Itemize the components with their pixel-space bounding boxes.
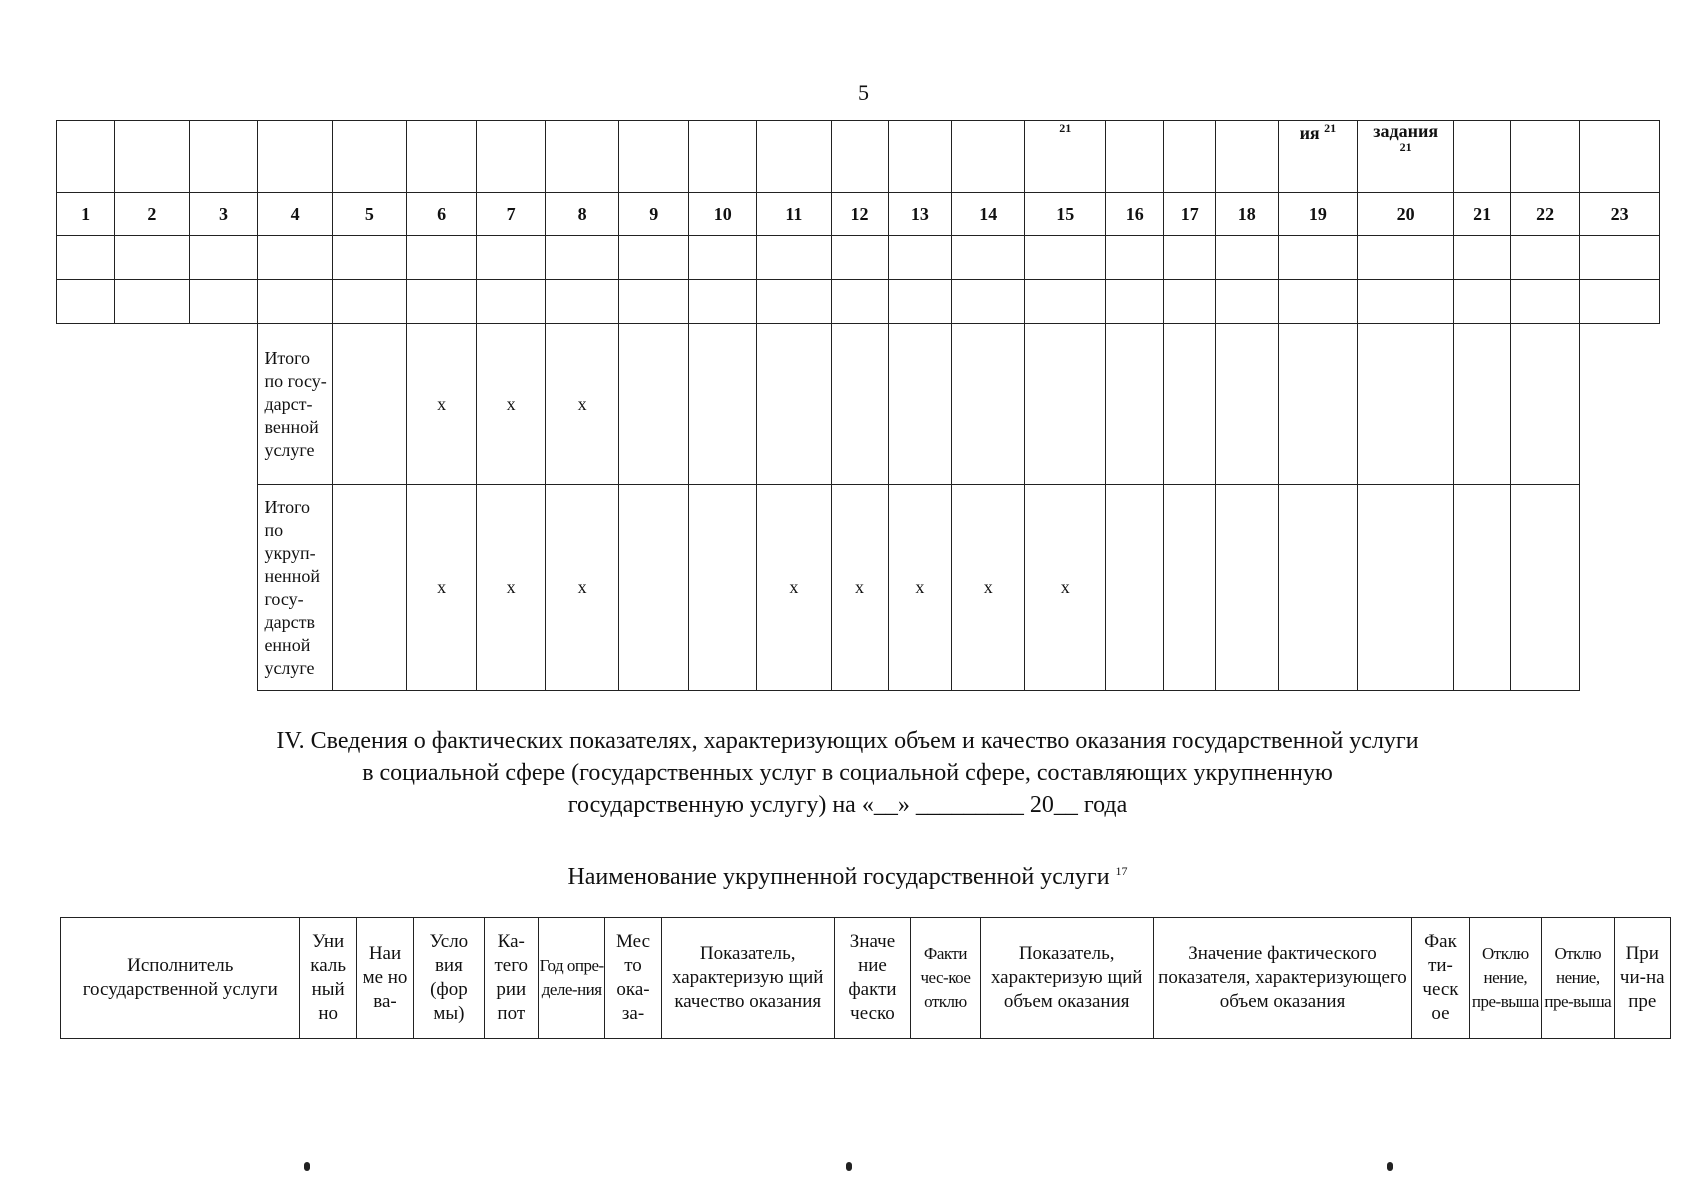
section-heading [0,725,1695,821]
page-number: 5 [858,80,869,105]
bottom-header-cell: Усло вия (фор мы) [414,918,484,1039]
scan-dot [304,1162,310,1171]
col-num: 9 [619,193,689,236]
col-num: 18 [1216,193,1278,236]
top-table [56,120,1660,691]
bottom-header-cell: Факти чес-кое отклю [911,918,980,1039]
col-num: 12 [831,193,888,236]
column-numbers-row [57,193,1660,236]
x-mark: х [1025,485,1106,691]
col-num: 2 [115,193,189,236]
x-mark: х [952,485,1025,691]
header-col15-footnote: 21 [1059,121,1072,135]
col-num: 22 [1511,193,1580,236]
consolidated-service-footnote: 17 [1115,864,1128,878]
x-mark: х [888,485,952,691]
consolidated-service-name-text: Наименование укрупненной государственной услуги [567,864,1110,890]
bottom-header-cell: Мес то ока-за- [605,918,661,1039]
col-num: 21 [1454,193,1511,236]
x-mark: х [546,485,619,691]
section-heading-line3: государственную услугу) на «__» _________ 20__ года [567,792,1128,818]
header-col19-footnote: 21 [1324,121,1337,135]
col-num: 23 [1580,193,1660,236]
x-mark: х [477,324,546,485]
col-num: 19 [1278,193,1358,236]
x-mark: х [546,324,619,485]
bottom-header-cell: Год опре-деле-ния [538,918,604,1039]
x-mark: х [477,485,546,691]
col-num: 6 [407,193,477,236]
col-num: 20 [1358,193,1454,236]
header-col20-footnote: 21 [1399,140,1412,154]
bottom-header-cell: Показатель, характеризую щий качество оказания [661,918,834,1039]
bottom-header-cell: Фак ти-ческ ое [1412,918,1469,1039]
scan-dot [846,1162,852,1171]
col-num: 17 [1164,193,1216,236]
col-num: 16 [1106,193,1164,236]
section-heading-line2: в социальной сфере (государственных услуг в социальной сфере, составляющих укрупненную [362,760,1333,786]
bottom-header-cell: Значе ние факти ческо [834,918,910,1039]
header-col20-text: задания [1373,121,1439,141]
x-mark: х [407,485,477,691]
scan-dot [1387,1162,1393,1171]
header-col19-text: ия [1299,123,1320,143]
consolidated-service-name [0,855,1695,893]
bottom-header-cell: Отклю нение, пре-выша [1542,918,1614,1039]
section-heading-line1: IV. Сведения о фактических показателях, характеризующих объем и качество оказания государственной услуги [276,728,1419,754]
col-num: 5 [332,193,406,236]
total-consolidated-label: Итого по укруп-ненной госу-дарств енной услуге [258,485,332,691]
bottom-header-cell: Показатель, характеризую щий объем оказания [980,918,1153,1039]
bottom-header-cell: Наи ме но ва- [356,918,413,1039]
col-num: 1 [57,193,115,236]
x-mark: х [407,324,477,485]
col-num: 11 [757,193,831,236]
bottom-header-cell: При чи-на пре [1614,918,1670,1039]
bottom-header-cell: Исполнитель государственной услуги [61,918,300,1039]
col-num: 8 [546,193,619,236]
col-num: 15 [1025,193,1106,236]
header-row [57,121,1660,193]
col-num: 13 [888,193,952,236]
col-num: 10 [689,193,757,236]
bottom-header-cell: Уни каль ный но [300,918,356,1039]
bottom-header-cell: Отклю нение, пре-выша [1469,918,1541,1039]
col-num: 7 [477,193,546,236]
col-num: 14 [952,193,1025,236]
total-service-label: Итого по госу-дарст-венной услуге [258,324,332,485]
empty-row [57,280,1660,324]
bottom-table [60,917,1671,1039]
x-mark: х [757,485,831,691]
col-num: 4 [258,193,332,236]
total-service-row [57,324,1660,485]
bottom-header-cell: Значение фактического показателя, характеризующего объем оказания [1153,918,1412,1039]
col-num: 3 [189,193,258,236]
total-consolidated-row [57,485,1660,691]
empty-row [57,236,1660,280]
bottom-header-row [61,918,1671,1039]
bottom-header-cell: Ка-тего рии пот [484,918,538,1039]
x-mark: х [831,485,888,691]
